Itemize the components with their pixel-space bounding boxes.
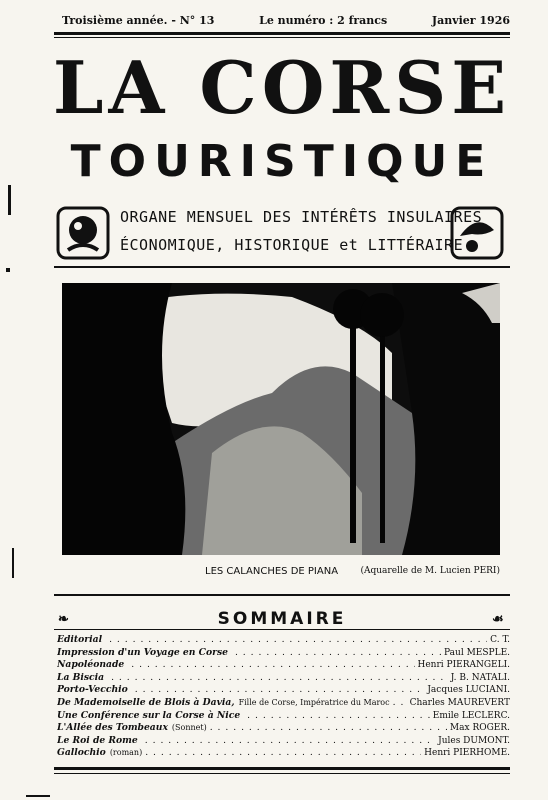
list-item: Impression d'un Voyage en Corse . . . Paul MESPLE. — [57, 647, 510, 660]
contents-list — [57, 634, 510, 760]
masthead-tagline-2: ÉCONOMIQUE, HISTORIQUE et LITTÉRAIRE — [120, 236, 464, 254]
caption-credit: (Aquarelle de M. Lucien PERI) — [360, 566, 500, 576]
masthead-tagline-1: ORGANE MENSUEL DES INTÉRÊTS INSULAIRES — [120, 208, 483, 226]
contents-heading: SOMMAIRE — [217, 609, 347, 629]
list-item: Le Roi de Rome . . . Jules DUMONT. — [57, 735, 510, 748]
contents-rule-bottom — [54, 767, 510, 770]
masthead-subtitle-word: TOURISTIQUE — [70, 136, 494, 187]
contents-rule-bottom-thin — [54, 773, 510, 774]
caption-place: LES CALANCHES DE PIANA — [205, 566, 339, 577]
list-item: L'Allée des Tombeaux (Sonnet) . . . Max ROGER. — [57, 722, 510, 735]
contents-rule-mid — [54, 629, 510, 630]
issue-date: Janvier 1926 — [431, 14, 510, 27]
list-item: La Biscia . . . J. B. NATALI. — [57, 672, 510, 685]
header-rule-thin — [54, 37, 510, 38]
landscape-illustration — [62, 283, 500, 555]
list-item: De Mademoiselle de Blois à Davia, Fille de Corse, Impératrice du Maroc . . . Charles MAUREVERT — [57, 697, 510, 710]
header-rule — [54, 32, 510, 35]
list-item: Gallochio (roman) . . . Henri PIERHOME. — [57, 747, 510, 760]
list-item: Editorial . . . C. T. — [57, 634, 510, 647]
scan-mark — [12, 548, 14, 578]
scan-mark — [8, 185, 11, 215]
list-item: Une Conférence sur la Corse à Nice . . . Emile LECLERC. — [57, 710, 510, 723]
contents-rule-top — [54, 594, 510, 596]
issue-header — [62, 14, 510, 27]
right-ornament-icon: ☙ — [492, 612, 504, 627]
scan-mark — [6, 268, 10, 272]
left-emblem-icon — [56, 206, 110, 260]
issue-year: Troisième année. - N° 13 — [62, 14, 215, 27]
masthead-rule — [54, 266, 510, 268]
masthead-title: LA CORSE — [52, 45, 512, 130]
issue-price: Le numéro : 2 francs — [259, 14, 388, 27]
list-item: Napoléonade . . . Henri PIERANGELI. — [57, 659, 510, 672]
left-ornament-icon: ❧ — [58, 612, 69, 627]
list-item: Porto-Vecchio . . . Jacques LUCIANI. — [57, 684, 510, 697]
scan-mark — [26, 795, 50, 797]
